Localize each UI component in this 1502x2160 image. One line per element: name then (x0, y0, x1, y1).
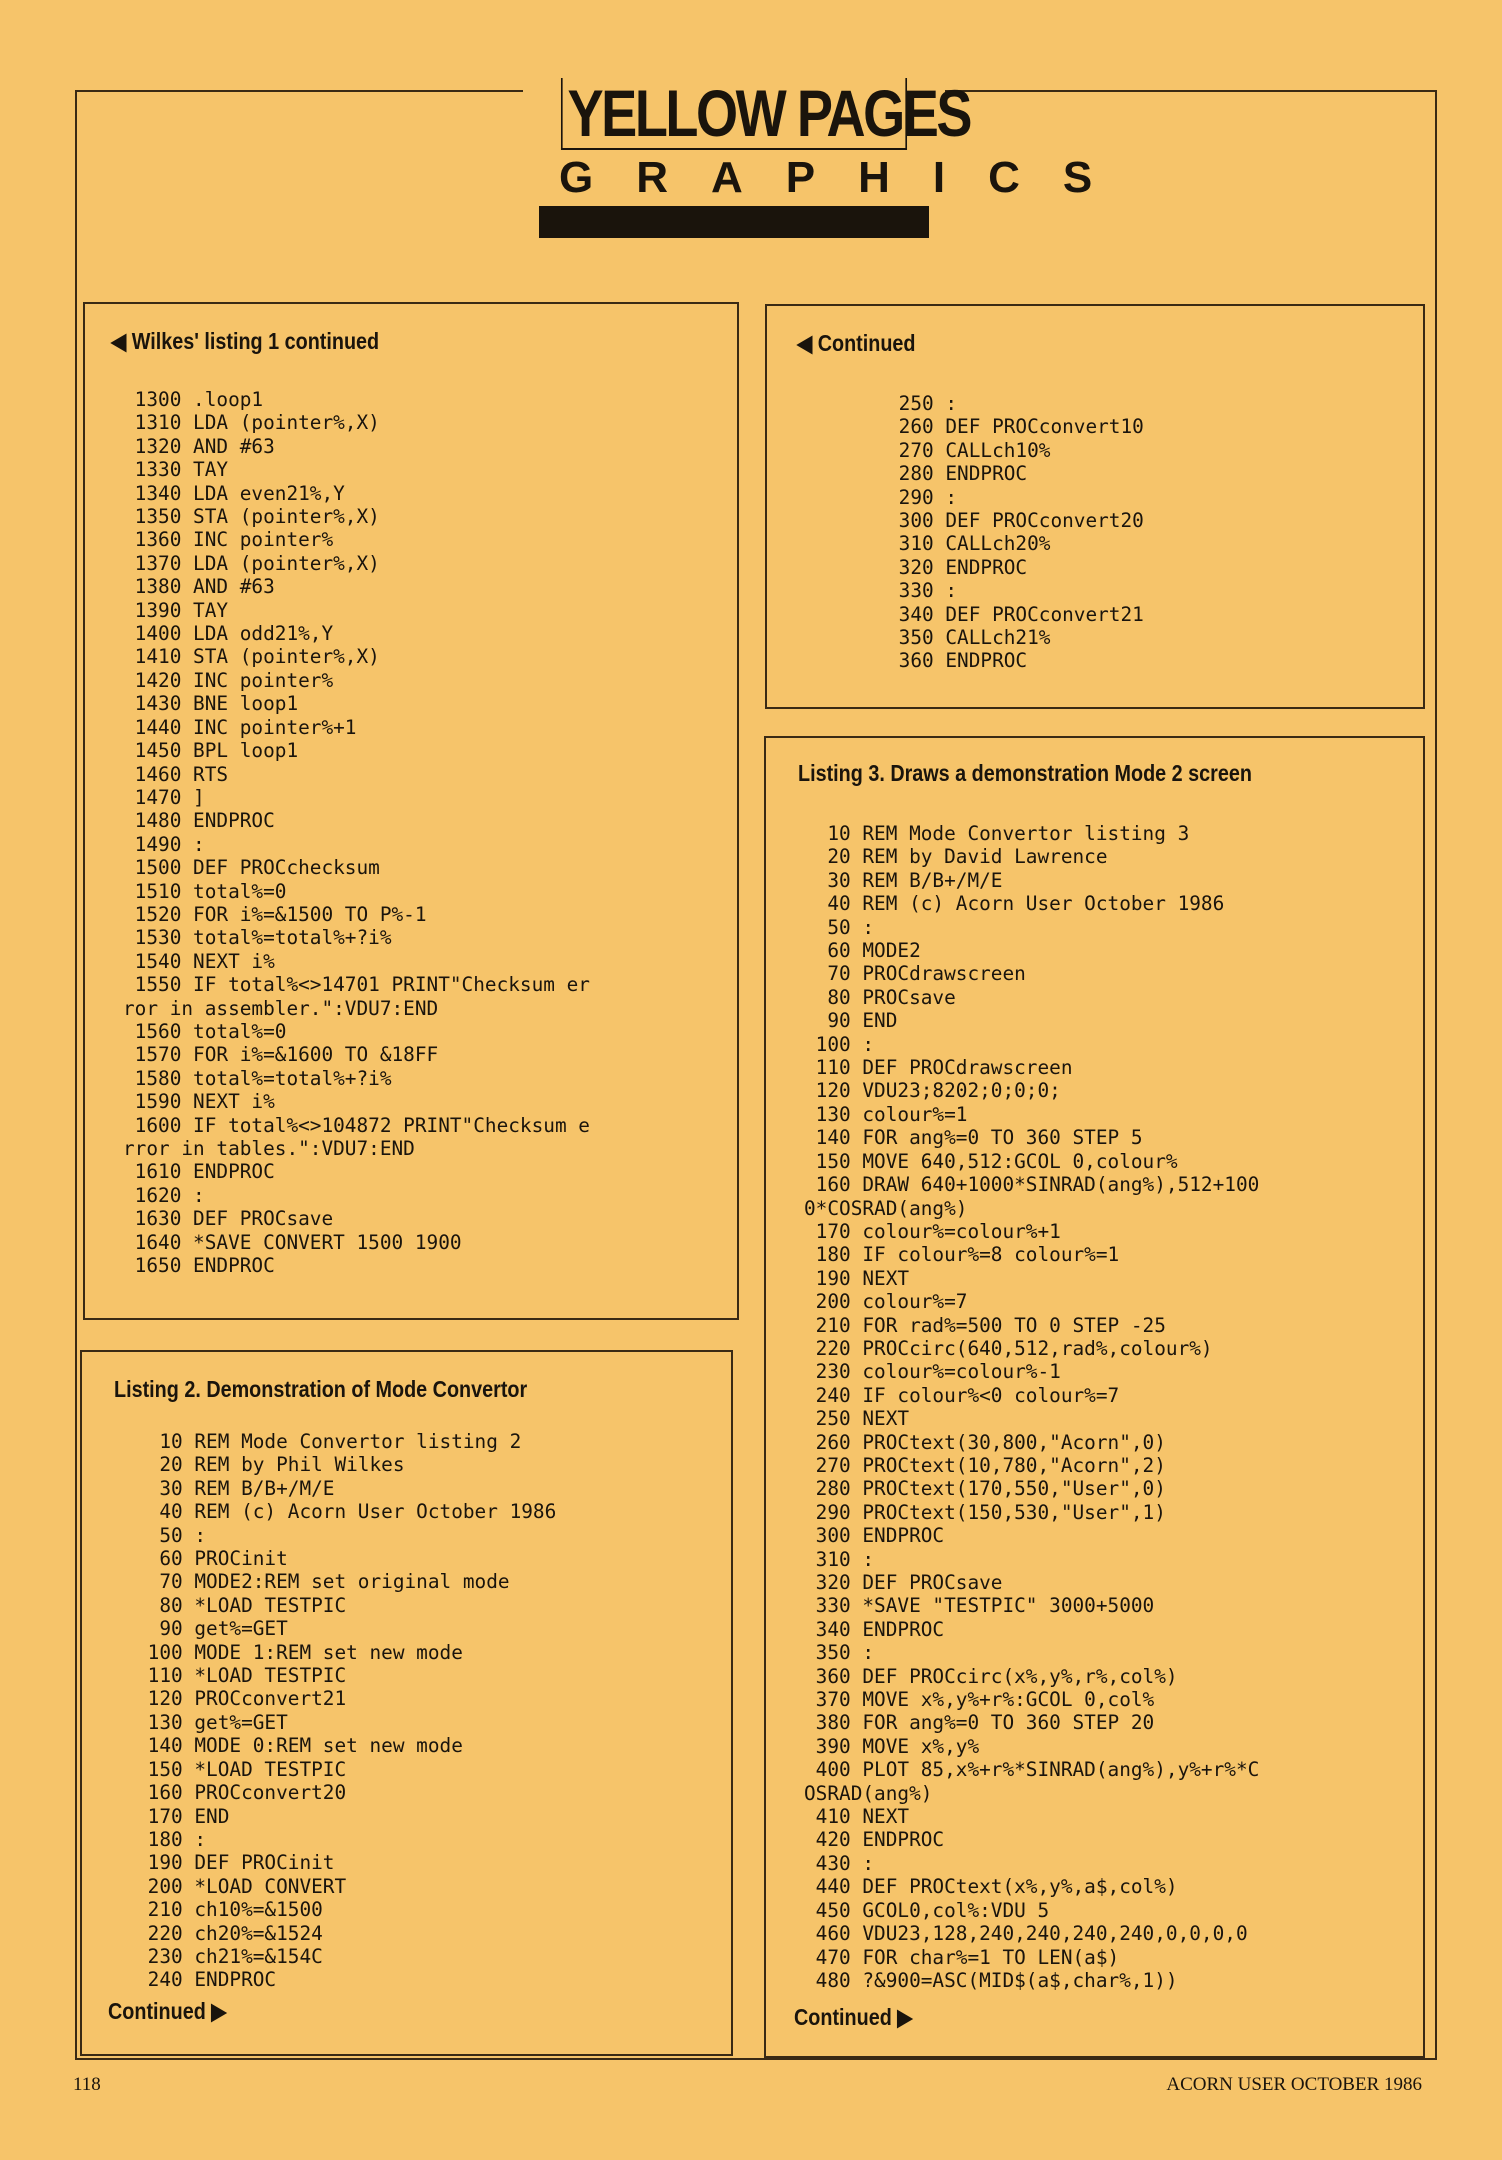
continued-code: 250 : 260 DEF PROCconvert10 270 CALLch10% 280 ENDPROC 290 : 300 DEF PROCconvert20 310 CALLch20% 320 ENDPROC 330 : 340 DEF PROCconvert21 350 CALLch21% 360 ENDPROC (898, 392, 1144, 673)
listing1-code: 1300 .loop1 1310 LDA (pointer%,X) 1320 AND #63 1330 TAY 1340 LDA even21%,Y 1350 STA (pointer%,X) 1360 INC pointer% 1370 LDA (pointer%,X) 1380 AND #63 1390 TAY 1400 LDA odd21%,Y 1410 STA (pointer%,X) 1420 INC pointer% 1430 BNE loop1 1440 INC pointer%+1 1450 BPL loop1 1460 RTS 1470 ] 1480 ENDPROC 1490 : 1500 DEF PROCchecksum 1510 total%=0 1520 FOR i%=&1500 TO P%-1 1530 total%=total%+?i% 1540 NEXT i% 1550 IF total%<>14701 PRINT"Checksum er ror in assembler.":VDU7:END 1560 total%=0 1570 FOR i%=&1600 TO &18FF 1580 total%=total%+?i% 1590 NEXT i% 1600 IF total%<>104872 PRINT"Checksum e rror in tables.":VDU7:END 1610 ENDPROC 1620 : 1630 DEF PROCsave 1640 *SAVE CONVERT 1500 1900 1650 ENDPROC (123, 388, 590, 1278)
listing2-box (80, 1350, 733, 2056)
masthead-subtitle: GRAPHICS (559, 153, 1136, 202)
masthead (523, 76, 1136, 238)
page-number: 118 (73, 2074, 101, 2095)
listing1-heading: ◀ Wilkes' listing 1 continued (111, 328, 380, 354)
magazine-footer: ACORN USER OCTOBER 1986 (1166, 2074, 1422, 2095)
listing2-continued: Continued ▶ (108, 1998, 227, 2024)
listing3-continued: Continued ▶ (794, 2004, 913, 2030)
continued-box (765, 304, 1425, 709)
listing3-box (764, 736, 1425, 2058)
listing2-code: 10 REM Mode Convertor listing 2 20 REM by Phil Wilkes 30 REM B/B+/M/E 40 REM (c) Acorn User October 1986 50 : 60 PROCinit 70 MODE2:REM set original mode 80 *LOAD TESTPIC 90 get%=GET 100 MODE 1:REM set new mode 110 *LOAD TESTPIC 120 PROCconvert21 130 get%=GET 140 MODE 0:REM set new mode 150 *LOAD TESTPIC 160 PROCconvert20 170 END 180 : 190 DEF PROCinit 200 *LOAD CONVERT 210 ch10%=&1500 220 ch20%=&1524 230 ch21%=&154C 240 ENDPROC (147, 1430, 557, 1992)
listing2-heading: Listing 2. Demonstration of Mode Convertor (114, 1376, 528, 1402)
listing3-code: 10 REM Mode Convertor listing 3 20 REM by David Lawrence 30 REM B/B+/M/E 40 REM (c) Acorn User October 1986 50 : 60 MODE2 70 PROCdrawscreen 80 PROCsave 90 END 100 : 110 DEF PROCdrawscreen 120 VDU23;8202;0;0;0; 130 colour%=1 140 FOR ang%=0 TO 360 STEP 5 150 MOVE 640,512:GCOL 0,colour% 160 DRAW 640+1000*SINRAD(ang%),512+100 0*COSRAD(ang%) 170 colour%=colour%+1 180 IF colour%=8 colour%=1 190 NEXT 200 colour%=7 210 FOR rad%=500 TO 0 STEP -25 220 PROCcirc(640,512,rad%,colour%) 230 colour%=colour%-1 240 IF colour%<0 colour%=7 250 NEXT 260 PROCtext(30,800,"Acorn",0) 270 PROCtext(10,780,"Acorn",2) 280 PROCtext(170,550,"User",0) 290 PROCtext(150,530,"User",1) 300 ENDPROC 310 : 320 DEF PROCsave 330 *SAVE "TESTPIC" 3000+5000 340 ENDPROC 350 : 360 DEF PROCcirc(x%,y%,r%,col%) 370 MOVE x%,y%+r%:GCOL 0,col% 380 FOR ang%=0 TO 360 STEP 20 390 MOVE x%,y% 400 PLOT 85,x%+r%*SINRAD(ang%),y%+r%*C OSRAD(ang%) 410 NEXT 420 ENDPROC 430 : 440 DEF PROCtext(x%,y%,a$,col%) 450 GCOL0,col%:VDU 5 460 VDU23,128,240,240,240,240,0,0,0,0 470 FOR char%=1 TO LEN(a$) 480 ?&900=ASC(MID$(a$,char%,1)) (804, 822, 1260, 1992)
masthead-title: YELLOW PAGES (561, 78, 907, 150)
listing3-heading: Listing 3. Draws a demonstration Mode 2 screen (798, 760, 1252, 786)
continued-heading: ◀ Continued (797, 330, 916, 356)
masthead-bar (539, 206, 929, 238)
listing1-box (83, 302, 739, 1320)
